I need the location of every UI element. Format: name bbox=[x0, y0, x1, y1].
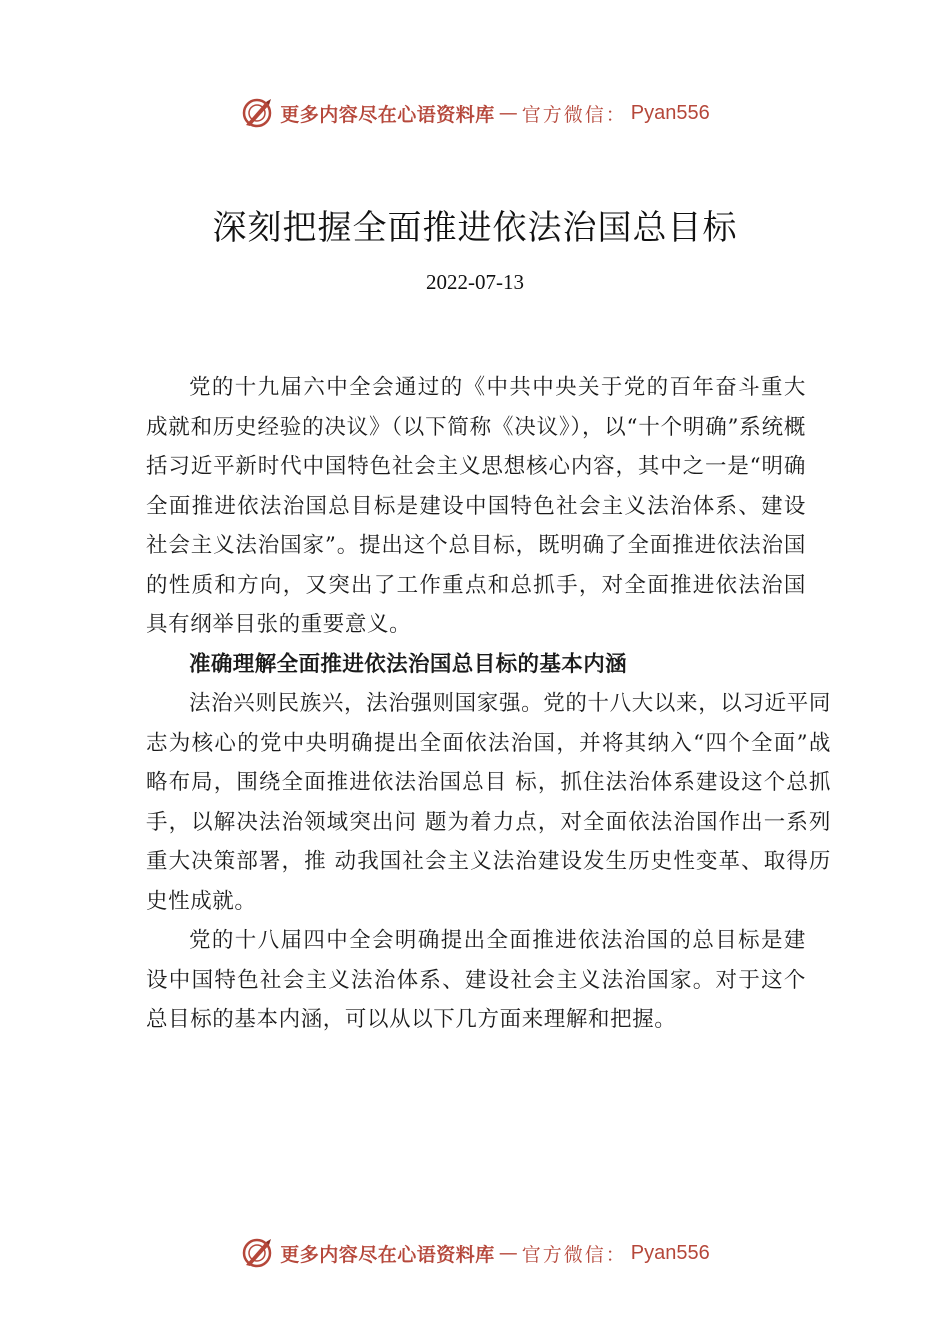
watermark-wechat-id: Pyan556 bbox=[630, 101, 710, 124]
section-paragraph: 党的十八届四中全会明确提出全面推进依法治国的总目标是建设中国特色社会主义法治体系、建设社会主义法治国家。对于这个总目标的基本内涵，可以从以下几方面来理解和把握。 bbox=[146, 928, 806, 1032]
document-title: 深刻把握全面推进依法治国总目标 bbox=[212, 208, 738, 248]
watermark-dash: — bbox=[498, 1242, 518, 1264]
watermark-main-text: 更多内容尽在心语资料库 bbox=[280, 1243, 495, 1266]
watermark-sub-text: 官方微信： bbox=[521, 1243, 627, 1266]
watermark-main-text: 更多内容尽在心语资料库 bbox=[280, 103, 495, 126]
quill-seal-icon bbox=[240, 96, 274, 130]
intro-paragraph: 党的十九届六中全会通过的《中共中央关于党的百年奋斗重大成就和历史经验的决议》（以下简称《决议》），以“十个明确”系统概括习近平新时代中国特色社会主义思想核心内容，其中之一是“明确全面推进依法治国总目标是建设中国特色社会主义法治体系、建设社会主义法治国家”。提出这个总目标，既明确了全面推进依法治国的性质和方向，又突出了工作重点和总抓手，对全面推进依法治国具有纲举目张的重要意义。 bbox=[146, 375, 806, 637]
watermark-sub-text: 官方微信： bbox=[521, 103, 627, 126]
watermark-dash: — bbox=[498, 102, 518, 124]
document-body bbox=[146, 368, 831, 1040]
document-date: 2022-07-13 bbox=[426, 270, 524, 294]
quill-seal-icon bbox=[240, 1236, 274, 1270]
watermark-wechat-id: Pyan556 bbox=[630, 1241, 710, 1264]
section-paragraph: 法治兴则民族兴，法治强则国家强。党的十八大以来，以习近平同志为核心的党中央明确提出全面依法治国，并将其纳入“四个全面”战略布局，围绕全面推进依法治国总目 标，抓住法治体系建设这个总抓手，以解决法治领域突出问 题为着力点，对全面依法治国作出一系列重大决策部署，推 动我国社会主义法治建设发生历史性变革、取得历史性成就。 bbox=[146, 691, 831, 914]
watermark-banner-bottom bbox=[0, 1233, 950, 1273]
section-heading: 准确理解全面推进依法治国总目标的基本内涵 bbox=[189, 651, 628, 677]
watermark-banner-top bbox=[0, 93, 950, 133]
